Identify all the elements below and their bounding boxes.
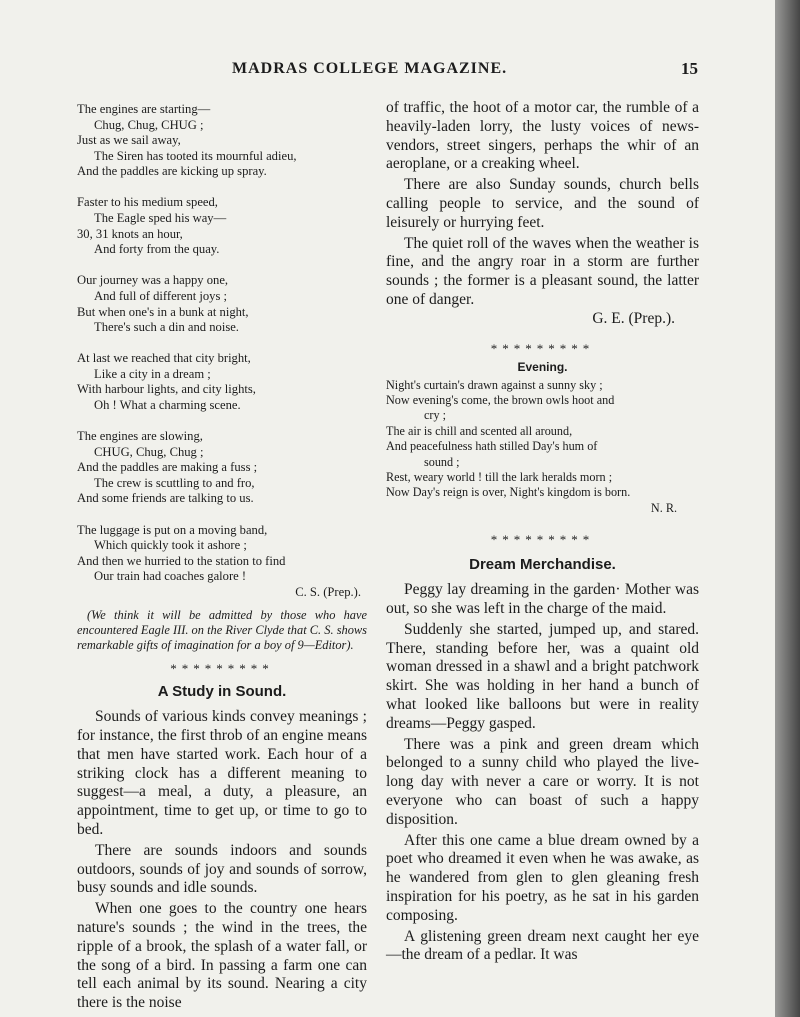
poem-line: The Eagle sped his way— (94, 211, 227, 226)
section-divider: ********* (170, 661, 274, 677)
paragraph: Peggy lay dreaming in the garden· Mother was out, so she was left in the charge of the maid. (386, 581, 699, 618)
poem-line: And peacefulness hath stilled Day's hum of (386, 439, 598, 454)
poem-line: sound ; (424, 454, 460, 469)
poem-line: Like a city in a dream ; (94, 366, 211, 381)
poem-stanza (77, 273, 367, 335)
poem-line: But when one's in a bunk at night, (77, 304, 249, 319)
poem-signature: C. S. (Prep.). (295, 584, 361, 599)
poem-line: Night's curtain's drawn against a sunny sky ; (386, 377, 603, 392)
poem-line: With harbour lights, and city lights, (77, 382, 256, 397)
poem-line: The engines are starting— (77, 102, 211, 116)
section-divider: ********* (490, 340, 595, 356)
paragraph: The quiet roll of the waves when the weather is fine, and the angry roar in a storm are further sounds ; the former is a pleasant sound, the latter one of danger. (386, 234, 699, 308)
poem-line: At last we reached that city bright, (77, 351, 251, 366)
poem-line: The crew is scuttling to and fro, (94, 475, 255, 490)
paragraph: There are sounds indoors and sounds outdoors, sounds of joy and sounds of sorrow, busy sounds and idle sounds. (77, 841, 367, 897)
poem-line: Faster to his medium speed, (77, 195, 218, 210)
poem-line: CHUG, Chug, Chug ; (94, 444, 204, 459)
article-continuation (386, 99, 699, 310)
poem-line: cry ; (424, 408, 446, 423)
poem (77, 102, 367, 585)
poem-line: And the paddles are making a fuss ; (77, 460, 258, 475)
section-divider: ********* (490, 532, 595, 548)
paragraph: There are also Sunday sounds, church bells calling people to service, and the sound of leisurely or hurrying feet. (386, 176, 699, 231)
poem-line: Which quickly took it ashore ; (94, 538, 247, 553)
poem-line: Oh ! What a charming scene. (94, 398, 241, 412)
poem-line: Now Day's reign is over, Night's kingdom is born. (386, 485, 631, 500)
poem-line: Just as we sail away, (77, 133, 181, 148)
paragraph: of traffic, the hoot of a motor car, the rumble of a heavily-laden lorry, the lusty voices of news-vendors, street singers, perhaps the whir of an aeroplane, or a creaking wheel. (386, 99, 699, 173)
poem-stanza (77, 351, 367, 413)
poem-line: The air is chill and scented all around, (386, 423, 573, 438)
poem-line: And the paddles are kicking up spray. (77, 164, 267, 179)
running-header: MADRAS COLLEGE MAGAZINE. (232, 60, 508, 77)
evening-poem (386, 360, 699, 517)
poem-signature: N. R. (650, 500, 677, 515)
paragraph: A glistening green dream next caught her eye—the dream of a pedlar. It was (386, 927, 699, 964)
poem-line: Our journey was a happy one, (77, 273, 229, 288)
poem-stanza (77, 195, 367, 257)
article-body (386, 581, 699, 965)
poem-stanza (77, 429, 367, 507)
article-body (77, 708, 367, 1013)
paragraph: After this one came a blue dream owned by a poet who dreamed it even when he was awake, as he wandered from glen to glen gleaning fresh inspiration for his poetry, as he sat in his garden composing. (386, 831, 699, 924)
paragraph: Sounds of various kinds convey meanings ; for instance, the first throb of an engine means that men have started work. Each hour of a striking clock has a different meaning to suggest—a meal, a duty, a pleasure, an appointment, time to get up, or time to go to bed. (77, 708, 367, 838)
editor-note: (We think it will be admitted by those who have encountered Eagle III. on the River Clyde that C. S. shows remarkable gifts of imagination for a boy of 9—Editor). (77, 607, 367, 652)
left-column (77, 102, 367, 1013)
poem-line: The luggage is put on a moving band, (77, 522, 268, 537)
poem-title: Evening. (517, 359, 568, 374)
poem-line: And forty from the quay. (94, 242, 220, 257)
page-number: 15 (681, 59, 698, 78)
poem-stanza (77, 102, 367, 180)
right-column (386, 99, 699, 965)
poem-line: The engines are slowing, (77, 429, 203, 444)
poem-line: Our train had coaches galore ! (94, 569, 247, 584)
poem-line: The Siren has tooted its mournful adieu, (94, 148, 297, 163)
article-title: A Study in Sound. (157, 683, 287, 701)
poem-line: And some friends are talking to us. (77, 491, 254, 506)
poem-line: And full of different joys ; (94, 288, 228, 303)
poem-line: Chug, Chug, CHUG ; (94, 117, 204, 132)
poem-line: 30, 31 knots an hour, (77, 226, 183, 241)
poem-stanza (77, 523, 367, 585)
poem-line: And then we hurried to the station to find (77, 553, 286, 568)
poem-line: Rest, weary world ! till the lark heralds morn ; (386, 470, 613, 484)
article-signature: G. E. (Prep.). (592, 309, 675, 327)
paragraph: Suddenly she started, jumped up, and stared. There, standing before her, was a quaint old woman dressed in a shawl and a bright patchwork skirt. She was holding in her hand a bunch of what looked like balloons but were in reality dreams—Peggy gasped. (386, 620, 699, 732)
poem-line: Now evening's come, the brown owls hoot and (386, 392, 615, 407)
paragraph: There was a pink and green dream which belonged to a sunny child who played the live-long day with never a care or worry. It is not everyone who can boast of such a happy disposition. (386, 735, 699, 828)
poem-line: There's such a din and noise. (94, 320, 239, 335)
paragraph: When one goes to the country one hears nature's sounds ; the wind in the trees, the ripple of a brook, the splash of a water fall, or the song of a bird. In passing a farm one can tell each animal by its sound. Nearing a city there is the noise (77, 900, 367, 1012)
page-edge-shadow (775, 0, 800, 1017)
article-title: Dream Merchandise. (469, 556, 616, 574)
